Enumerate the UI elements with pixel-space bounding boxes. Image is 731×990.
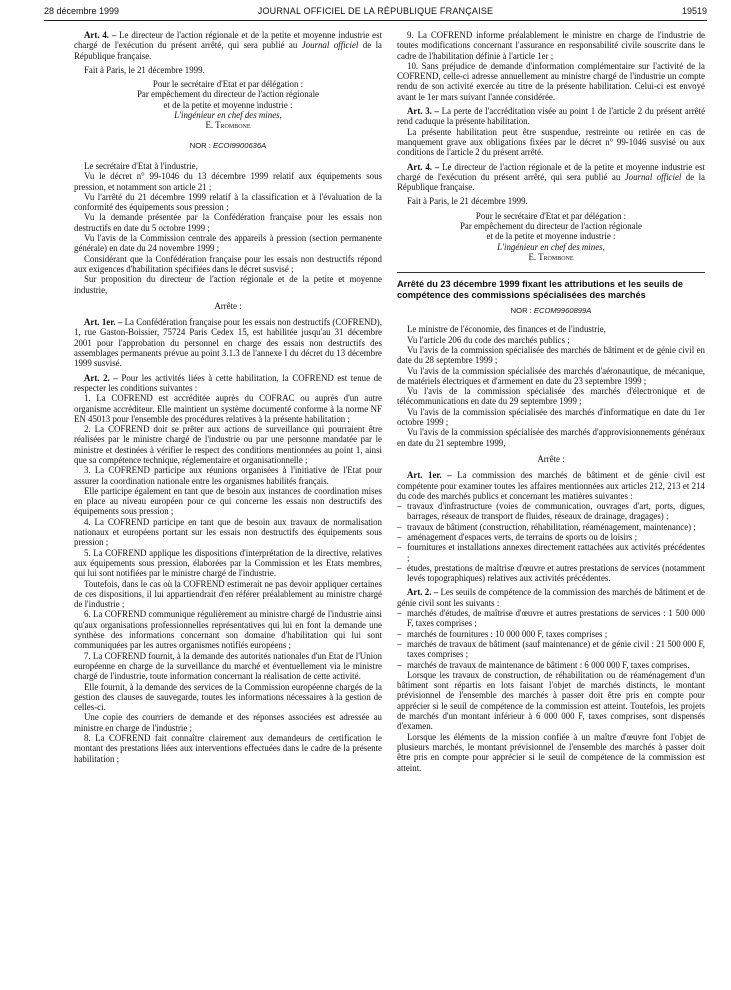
page-header xyxy=(44,6,707,20)
signature-name: E. Trombone xyxy=(528,251,574,262)
visa-1: Vu l'article 206 du code des marchés publics ; xyxy=(407,334,570,345)
list-item: – aménagement d'espaces verts, de terrains de sports ou de loisirs ; xyxy=(397,532,705,542)
visa-6: Vu l'avis de la commission spécialisée des marchés d'approvisionnements généraux en date du 21 septembre 1999, xyxy=(397,427,705,448)
visa-3: Vu la demande présentée par la Confédération française pour les essais non destructifs en date du 5 octobre 1999 ; xyxy=(74,212,382,233)
visa-3: Vu l'avis de la commission spécialisée des marchés d'aéronautique, de mécanique, de matériels électriques et d'armement en date du 23 septembre 1999 ; xyxy=(397,365,705,386)
visa-4: Vu l'avis de la Commission centrale des appareils à pression (section permanente générale) en date du 24 novembre 1999 ; xyxy=(74,233,382,254)
condition-5: 5. La COFREND applique les dispositions d'interprétation de la directive, relatives aux équipements sous pression, élaborées par la Commission et les Etats membres, qui lui sont notifiées par le ministre chargé de l'industrie. xyxy=(74,547,382,579)
visa-2: Vu l'arrêté du 21 décembre 1999 relatif à la classification et à l'évaluation de la conformité des équipements sous pression ; xyxy=(74,191,382,213)
list-item: – marchés de fournitures : 10 000 000 F, taxes comprises ; xyxy=(397,629,705,639)
visa-intro: Le ministre de l'économie, des finances et de l'industrie, xyxy=(407,324,606,335)
condition-5b: Toutefois, dans le cas où la COFREND estimerait ne pas devoir appliquer certaines de ces dispositions, il lui appartiendrait d'en référer préalablement au ministre chargé de l'industrie ; xyxy=(74,578,382,610)
article-label: Art. 3. – xyxy=(407,106,439,117)
condition-9: 9. La COFREND informe préalablement le ministre en charge de l'industrie de toutes modifications concernant l'assurance en responsabilité civile souscrite dans le cadre de l'habilitation définie à l'article 1er ; xyxy=(397,30,705,61)
condition-10: 10. Sans préjudice de demande d'information complémentaire sur l'activité de la COFREND, celle-ci adresse annuellement au ministre chargé de l'industrie un compte rendu de son activité exercée au titre de la présente habilitation. Celui-ci est envoyé avant le 1er mars suivant l'année considérée. xyxy=(397,60,705,102)
condition-6: 6. La COFREND communique régulièrement au ministre chargé de l'industrie ainsi qu'aux organisations professionnelles représentatives qui lui en font la demande une synthèse des informations concernant son domaine d'habilitation qui lui sont communiquées par les autres organismes notifiés européens ; xyxy=(74,609,382,651)
signature-line-2: Par empêchement du directeur de l'action régionale xyxy=(137,89,319,100)
header-journal-title: JOURNAL OFFICIEL DE LA RÉPUBLIQUE FRANÇAISE xyxy=(257,6,494,16)
left-column xyxy=(74,30,382,764)
article-4 xyxy=(397,162,705,193)
list-item: – marchés de travaux de bâtiment (sauf maintenance) et de génie civil : 21 500 000 F, taxes comprises ; xyxy=(397,639,705,660)
article-1 xyxy=(397,470,705,501)
article-2 xyxy=(397,587,705,608)
condition-8: 8. La COFREND fait connaître clairement aux demandeurs de certification le montant des prestations liées aux interventions effectuées dans le cadre de la présente habilitation ; xyxy=(74,733,382,764)
fait-a-paris: Fait à Paris, le 21 décembre 1999. xyxy=(84,64,205,75)
nor-code: ECOI9900636A xyxy=(213,140,267,150)
article-label: Art. 4. – xyxy=(407,161,440,172)
article-label: Art. 1er. – xyxy=(407,470,452,481)
article-text: La commission des marchés de bâtiment et de génie civil est compétente pour examiner toutes les affaires mentionnées aux articles 212, 213 et 214 du code des marchés publics et concernant les matières suivantes : xyxy=(397,470,705,501)
condition-7b: Elle fournit, à la demande des services de la Commission européenne chargés de la gestion des clauses de sauvegarde, toutes les informations nécessaires à la gestion de celles-ci. xyxy=(74,681,382,713)
article-text: La Confédération française pour les essais non destructifs (COFREND), 1, rue Gaston-Boissier, 75724 Paris Cedex 15, est habilitée jusqu'au 31 décembre 2001 pour l'approbation du personnel en charge des essais non destructifs des assemblages permanents prévue au point 3.1.3 de l'annexe I du décret du 13 décembre 1999 susvisé. xyxy=(74,317,382,369)
header-date: 28 décembre 1999 xyxy=(44,6,120,16)
condition-7: 7. La COFREND fournit, à la demande des autorités nationales d'un Etat de l'Union européenne en charge de la surveillance du marché et éventuellement via le ministre chargé de l'industrie, toute information concernant la réalisation de cette activité. xyxy=(74,650,382,682)
list-item: – marchés de travaux de maintenance de bâtiment : 6 000 000 F, taxes comprises. xyxy=(397,660,705,670)
arrete-label: Arrête : xyxy=(537,453,565,464)
header-rule xyxy=(44,20,707,21)
visa-1: Vu le décret n° 99-1046 du 13 décembre 1999 relatif aux équipements sous pression, et notamment son article 21 ; xyxy=(74,171,382,192)
signature-line-2: Par empêchement du directeur de l'action régionale xyxy=(460,221,642,232)
journal-name: Journal officiel xyxy=(301,40,359,51)
article-1 xyxy=(74,317,382,368)
list-item: – fournitures et installations annexes directement rattachées aux activités précédentes ; xyxy=(397,542,705,563)
visa-2: Vu l'avis de la commission spécialisée des marchés de bâtiment et de génie civil en date du 28 septembre 1999 ; xyxy=(397,344,705,366)
nor-reference xyxy=(397,306,705,316)
article-label: Art. 1er. – xyxy=(84,317,123,328)
article-text: Le directeur de l'action régionale et de la petite et moyenne industrie est chargé de l'exécution du présent arrêté, qui sera publié au xyxy=(397,161,705,182)
condition-2: 2. La COFREND doit se prêter aux actions de surveillance qui pourraient être réalisées par le ministre chargé de l'industrie ou par une personne mandatée par le ministre et destinées à vérifier le respect des conditions mentionnées au point 1, ainsi que sa compétence technique, réglementaire et organisationnelle ; xyxy=(74,424,382,465)
paragraph-maitre-oeuvre: Lorsque les éléments de la mission confiée à un maître d'œuvre font l'objet de plusieurs marchés, le montant prévisionnel de l'ensemble des marchés à passer doit être pris en compte pour apprécier si le seuil de compétence de la commission est atteint. xyxy=(397,731,705,773)
article-text-end: de la République française. xyxy=(397,171,705,193)
nor-reference xyxy=(74,141,382,151)
paragraph-lots: Lorsque les travaux de construction, de réhabilitation ou de réaménagement d'un bâtiment sont répartis en lots faisant l'objet de marchés distincts, le montant prévisionnel de l'ensemble des marchés à passer doit être pris en compte pour apprécier si le seuil de compétence de la commission est atteint. Toutefois, les projets de marchés d'un montant inférieur à 6 000 000 F, taxes comprises, sont dispensés d'examen. xyxy=(397,669,705,732)
signature-line-3: et de la petite et moyenne industrie : xyxy=(486,231,616,242)
article-label: Art. 2. – xyxy=(84,372,118,383)
list-item: – études, prestations de maîtrise d'œuvre et autres prestations de services (notamment levés topographiques) relatives aux activités précédentes. xyxy=(397,563,705,584)
journal-name: Journal officiel xyxy=(624,171,682,182)
nor-label: NOR : xyxy=(189,140,213,150)
list-item: – travaux de bâtiment (construction, réhabilitation, réaménagement, maintenance) ; xyxy=(397,522,705,532)
arrete-label: Arrête : xyxy=(214,300,242,311)
nor-label: NOR : xyxy=(510,306,534,316)
section-divider xyxy=(397,272,705,273)
signature-line-1: Pour le secrétaire d'Etat et par délégation : xyxy=(475,210,627,221)
header-page-number: 19519 xyxy=(681,6,707,16)
signature-line-3: et de la petite et moyenne industrie : xyxy=(163,99,293,110)
visa-5: Vu l'avis de la commission spécialisée des marchés d'informatique en date du 1er octobre 1999 ; xyxy=(397,406,705,428)
condition-4: 4. La COFREND participe en tant que de besoin aux travaux de normalisation nationaux et européens portant sur les essais non destructifs des équipements sous pression ; xyxy=(74,516,382,548)
article-text: Pour les activités liées à cette habilitation, la COFREND est tenue de respecter les conditions suivantes : xyxy=(74,372,382,393)
condition-3: 3. La COFREND participe aux réunions organisées à l'initiative de l'Etat pour assurer la coordination nationale entre les organismes habilités français. xyxy=(74,465,382,486)
visa-4: Vu l'avis de la commission spécialisée des marchés d'électronique et de télécommunications en date du 29 septembre 1999 ; xyxy=(397,386,705,407)
article-text: Le directeur de l'action régionale et de la petite et moyenne industrie est chargé de l'exécution du présent arrêté, qui sera publié au xyxy=(74,30,382,51)
condition-7c: Une copie des courriers de demande et des réponses associées est adressée au ministre en charge de l'industrie ; xyxy=(74,712,382,733)
article-4 xyxy=(74,30,382,61)
signature-name: E. Trombone xyxy=(205,120,251,131)
article-3 xyxy=(397,106,705,127)
right-column xyxy=(397,30,705,773)
article-label: Art. 4. – xyxy=(84,30,117,40)
nor-code: ECOM9960899A xyxy=(533,306,592,316)
seuils-list xyxy=(397,608,705,670)
considerant: Considérant que la Confédération française pour les essais non destructifs répond aux exigences d'habilitation spécifiées dans le décret susvisé ; xyxy=(74,253,382,274)
signature-line-1: Pour le secrétaire d'Etat et par délégation : xyxy=(152,79,304,90)
article-3-paragraph-2: La présente habilitation peut être suspendue, restreinte ou retirée en cas de manquement grave aux obligations fixées par le décret n° 99-1046 susvisé ou aux conditions de l'article 2 du présent arrêté. xyxy=(397,126,705,158)
matieres-list xyxy=(397,501,705,583)
signature-line-4: L'ingénieur en chef des mines, xyxy=(174,110,282,121)
condition-1: 1. La COFREND est accréditée auprès du COFRAC ou auprès d'un autre organisme accréditeur. Elle maintient un système documenté conforme à la norme NF EN 45013 pour l'ensemble des procédures relatives à la présente habilitation ; xyxy=(74,393,382,424)
article-2 xyxy=(74,373,382,394)
condition-3b: Elle participe également en tant que de besoin aux instances de coordination mises en place au niveau européen pour ce qui concerne les essais non destructifs des équipements sous pression ; xyxy=(74,485,382,517)
list-item: – travaux d'infrastructure (voies de communication, ouvrages d'art, ports, digues, barrages, réseaux de transport de fluides, réseaux de drainage, dragages) ; xyxy=(397,501,705,522)
fait-a-paris: Fait à Paris, le 21 décembre 1999. xyxy=(407,196,528,207)
article-text: Les seuils de compétence de la commission des marchés de bâtiment et de génie civil sont les suivants : xyxy=(397,587,705,608)
visa-intro: Le secrétaire d'Etat à l'industrie, xyxy=(84,160,198,171)
article-text: La perte de l'accréditation visée au point 1 de l'article 2 du présent arrêté rend caduque la présente habilitation. xyxy=(397,106,706,127)
list-item: – marchés d'études, de maîtrise d'œuvre et autres prestations de services : 1 500 000 F, taxes comprises ; xyxy=(397,608,705,629)
arrete-title: Arrêté du 23 décembre 1999 fixant les attributions et les seuils de compétence des commissions spécialisées des marchés xyxy=(397,279,683,300)
article-text-end: de la République française. xyxy=(74,40,382,61)
proposition: Sur proposition du directeur de l'action régionale et de la petite et moyenne industrie, xyxy=(74,274,382,295)
signature-line-4: L'ingénieur en chef des mines, xyxy=(497,241,605,252)
article-label: Art. 2. – xyxy=(407,587,439,598)
